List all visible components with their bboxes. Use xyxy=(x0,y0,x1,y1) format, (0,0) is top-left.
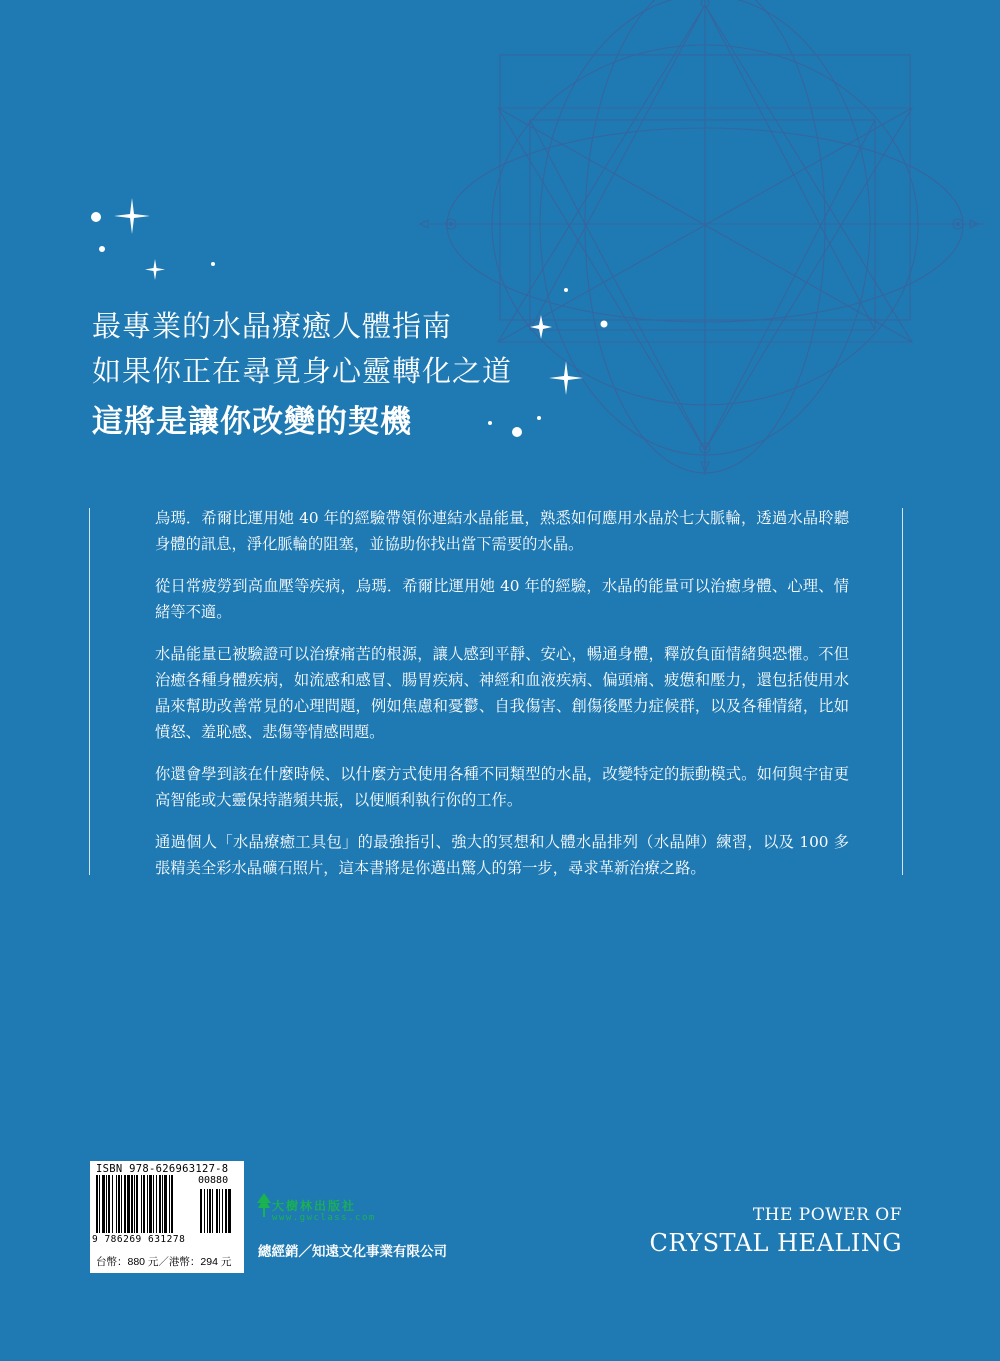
left-divider xyxy=(89,508,90,875)
distributor-text: 總經銷／知遠文化事業有限公司 xyxy=(258,1244,447,1259)
barcode-panel xyxy=(90,1161,244,1273)
description-text xyxy=(155,505,849,897)
publisher-name: 大樹林出版社 xyxy=(272,1199,357,1213)
price-label: 台幣：880 元／港幣：294 元 xyxy=(96,1256,232,1268)
description-paragraph: 通過個人「水晶療癒工具包」的最強指引、強大的冥想和人體水晶排列（水晶陣）練習，以及 100 多張精美全彩水晶礦石照片，這本書將是你邁出驚人的第一步，尋求革新治療之路。 xyxy=(155,833,849,877)
description-paragraph: 烏瑪．希爾比運用她 40 年的經驗帶領你連結水晶能量，熟悉如何應用水晶於七大脈輪，透過水晶聆聽身體的訊息，淨化脈輪的阻塞，並協助你找出當下需要的水晶。 xyxy=(155,509,849,553)
price-code: 00880 xyxy=(198,1175,229,1186)
description-paragraph: 水晶能量已被驗證可以治療痛苦的根源，讓人感到平靜、安心，暢通身體，釋放負面情緒與恐懼。不但治癒各種身體疾病，如流感和感冒、腸胃疾病、神經和血液疾病、偏頭痛、疲憊和壓力，還包括使用水晶來幫助改善常見的心理問題，例如焦慮和憂鬱、自我傷害、創傷後壓力症候群，以及各種情緒，比如憤怒、羞恥感、悲傷等情感問題。 xyxy=(155,645,849,741)
headline-line-1: 最專業的水晶療癒人體指南 xyxy=(92,309,453,343)
description-paragraph: 你還會學到該在什麼時候、以什麼方式使用各種不同類型的水晶，改變特定的振動模式。如何與宇宙更高智能或大靈保持諧頻共振，以便順利執行你的工作。 xyxy=(155,765,849,809)
headline-line-3: 這將是讓你改變的契機 xyxy=(92,404,412,440)
english-title-line-2: CRYSTAL HEALING xyxy=(649,1229,902,1257)
right-divider xyxy=(902,508,903,875)
description-paragraph: 從日常疲勞到高血壓等疾病，烏瑪．希爾比運用她 40 年的經驗，水晶的能量可以治癒身體、心理、情緒等不適。 xyxy=(155,577,849,621)
isbn-label: ISBN 978-626963127-8 xyxy=(96,1163,229,1175)
english-title-line-1: THE POWER OF xyxy=(752,1205,902,1225)
isbn-digits: 9 786269 631278 xyxy=(92,1234,186,1245)
publisher-url: www.gwclass.com xyxy=(272,1213,376,1223)
headline-line-2: 如果你正在尋覓身心靈轉化之道 xyxy=(92,354,513,388)
publisher-tree-logo-icon xyxy=(257,1193,271,1217)
